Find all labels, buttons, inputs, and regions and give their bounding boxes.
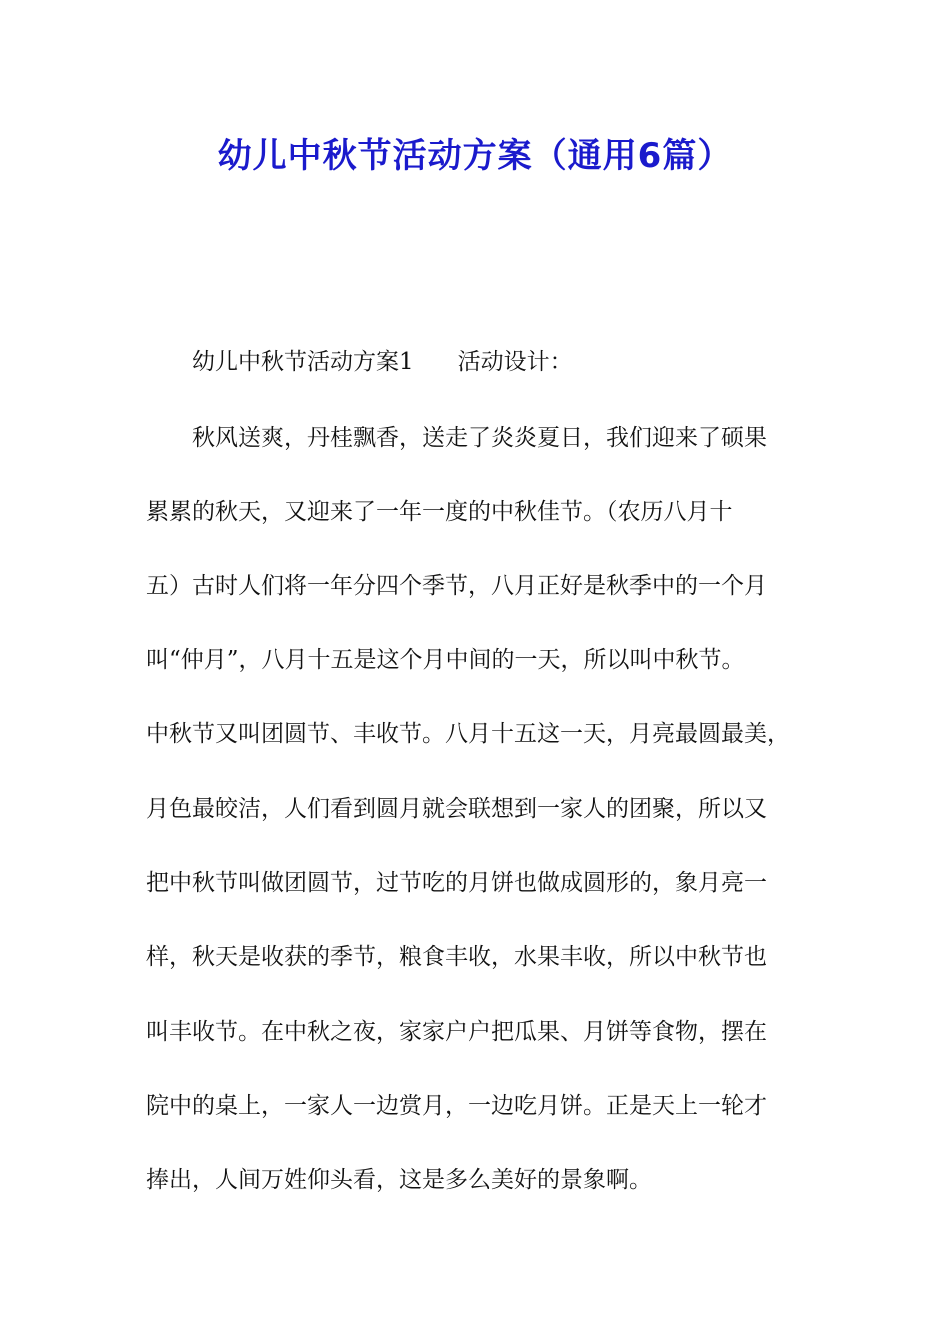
section-subheading: 活动设计：	[457, 349, 573, 375]
paragraph-line: 中秋节又叫团圆节、丰收节。八月十五这一天，月亮最圆最美，	[146, 721, 790, 747]
paragraph-line: 叫丰收节。在中秋之夜，家家户户把瓜果、月饼等食物，摆在	[146, 1019, 767, 1045]
section-heading: 幼儿中秋节活动方案1	[192, 349, 414, 375]
paragraph-line: 累累的秋天，又迎来了一年一度的中秋佳节。（农历八月十	[146, 499, 733, 525]
paragraph-line: 秋风送爽，丹桂飘香，送走了炎炎夏日，我们迎来了硕果	[192, 425, 767, 451]
paragraph-line: 叫“仲月”，八月十五是这个月中间的一天，所以叫中秋节。	[146, 647, 745, 673]
paragraph-line: 样，秋天是收获的季节，粮食丰收，水果丰收，所以中秋节也	[146, 944, 767, 970]
paragraph-line: 把中秋节叫做团圆节，过节吃的月饼也做成圆形的，象月亮一	[146, 870, 767, 896]
document-title: 幼儿中秋节活动方案（通用6篇）	[217, 136, 733, 176]
paragraph-line: 五）古时人们将一年分四个季节，八月正好是秋季中的一个月	[146, 573, 767, 599]
section-heading-line	[192, 343, 573, 376]
paragraph-line: 月色最皎洁，人们看到圆月就会联想到一家人的团聚，所以又	[146, 796, 767, 822]
paragraph-line: 院中的桌上，一家人一边赏月，一边吃月饼。正是天上一轮才	[146, 1093, 767, 1119]
paragraph-line: 捧出，人间万姓仰头看，这是多么美好的景象啊。	[146, 1167, 652, 1193]
